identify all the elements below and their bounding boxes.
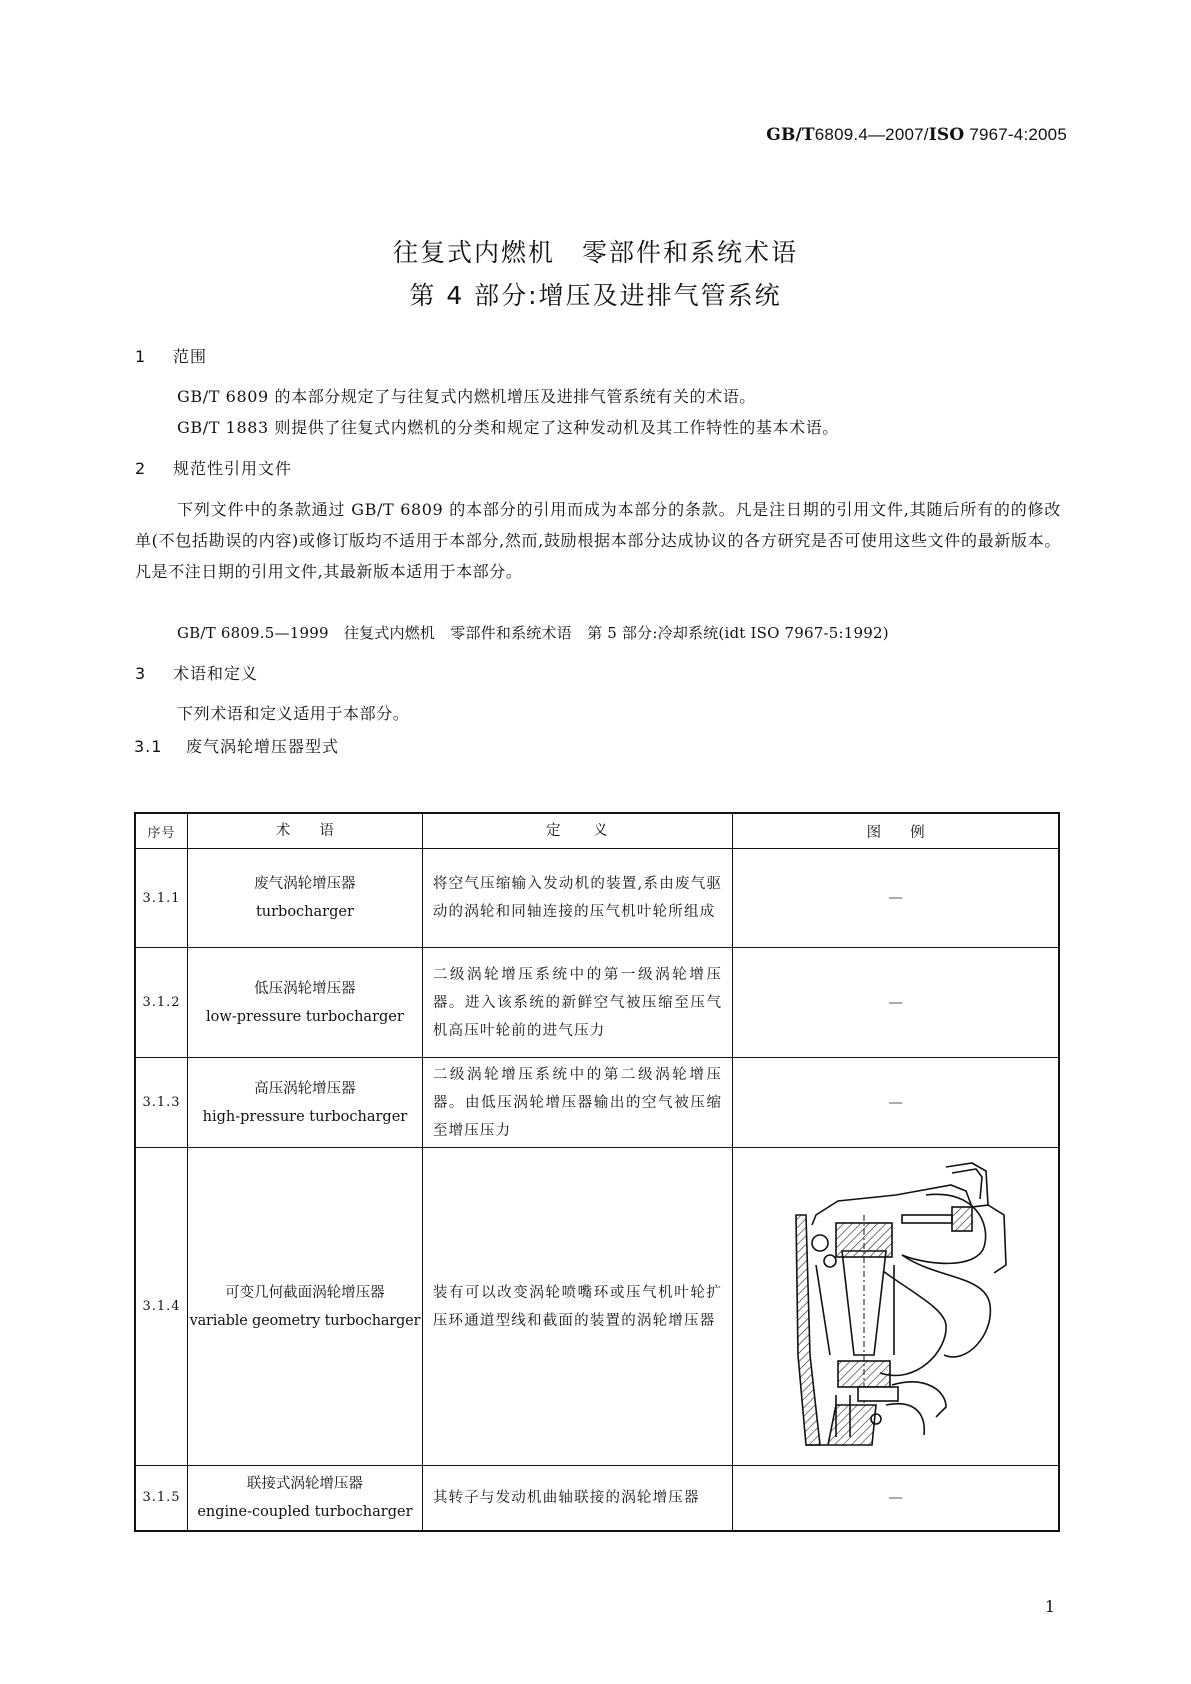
standard-code (766, 125, 1067, 145)
header-figure: 图 例 (733, 813, 1059, 849)
document-title-line2: 第 4 部分:增压及进排气管系统 (409, 281, 782, 310)
term-chinese: 废气涡轮增压器 (254, 876, 356, 892)
table-row (135, 849, 1059, 948)
table-row (135, 948, 1059, 1058)
term-english: low-pressure turbocharger (206, 1008, 404, 1025)
section-title: 范围 (173, 347, 208, 366)
header-no: 序号 (135, 813, 188, 849)
term-chinese: 高压涡轮增压器 (254, 1080, 356, 1097)
row-term (188, 1148, 423, 1466)
table-row (135, 1148, 1059, 1466)
row-definition: 其转子与发动机曲轴联接的涡轮增压器 (422, 1466, 732, 1531)
std-iso-label: ISO (928, 125, 965, 145)
row-definition: 二级涡轮增压系统中的第二级涡轮增压器。由低压涡轮增压器输出的空气被压缩至增压压力 (422, 1058, 732, 1148)
row-figure: — (733, 1058, 1059, 1148)
row-number: 3.1.4 (135, 1148, 188, 1466)
section-3-para-1: 下列术语和定义适用于本部分。 (177, 704, 410, 723)
row-figure: — (733, 1466, 1059, 1531)
row-number: 3.1.2 (135, 948, 188, 1058)
row-term (188, 1058, 423, 1148)
section-2-para-1: 下列文件中的条款通过 GB/T 6809 的本部分的引用而成为本部分的条款。凡是注日期的引用文件,其随后所有的的修改单(不包括勘误的内容)或修订版均不适用于本部分,然而,鼓励根据本部分达成协议的各方研究是否可使用这些文件的最新版本。凡是不注日期的引用文件,其最新版本适用于本部分。 (135, 500, 1061, 581)
section-number: 2 (135, 459, 147, 478)
row-definition: 二级涡轮增压系统中的第一级涡轮增压器。进入该系统的新鲜空气被压缩至压气机高压叶轮前的进气压力 (422, 948, 732, 1058)
std-iso-number: 7967-4:2005 (969, 125, 1067, 144)
table-row (135, 1058, 1059, 1148)
term-english: engine-coupled turbocharger (197, 1503, 413, 1520)
section-1-heading (135, 344, 207, 367)
term-english: high-pressure turbocharger (202, 1108, 408, 1125)
row-definition: 将空气压缩输入发动机的装置,系由废气驱动的涡轮和同轴连接的压气机叶轮所组成 (422, 849, 732, 948)
row-definition: 装有可以改变涡轮喷嘴环或压气机叶轮扩压环通道型线和截面的装置的涡轮增压器 (422, 1148, 732, 1466)
row-term (188, 1466, 423, 1531)
std-gb-label: GB/T (766, 125, 815, 145)
section-1-para-1: GB/T 6809 的本部分规定了与往复式内燃机增压及进排气管系统有关的术语。 (177, 387, 756, 406)
header-term: 术 语 (188, 813, 423, 849)
section-number: 1 (135, 347, 147, 366)
subsection-title: 废气涡轮增压器型式 (186, 737, 340, 756)
section-number: 3 (135, 664, 147, 683)
row-term (188, 849, 423, 948)
row-number: 3.1.5 (135, 1466, 188, 1531)
row-figure: — (733, 849, 1059, 948)
row-number: 3.1.3 (135, 1058, 188, 1148)
term-english: turbocharger (255, 904, 354, 920)
row-number: 3.1.1 (135, 849, 188, 948)
terms-table (134, 812, 1060, 1532)
row-figure: — (733, 948, 1059, 1058)
term-chinese: 可变几何截面涡轮增压器 (225, 1284, 385, 1301)
header-definition: 定 义 (422, 813, 732, 849)
term-english: variable geometry turbocharger (189, 1312, 421, 1329)
section-title: 规范性引用文件 (173, 459, 293, 478)
subsection-3-1-heading (134, 734, 339, 757)
row-figure (733, 1148, 1059, 1466)
table-row (135, 1466, 1059, 1531)
section-3-heading (135, 661, 258, 684)
term-chinese: 低压涡轮增压器 (254, 980, 356, 997)
subsection-number: 3.1 (134, 737, 163, 756)
section-2-reference: GB/T 6809.5—1999 往复式内燃机 零部件和系统术语 第 5 部分:冷却系统(idt ISO 7967-5:1992) (177, 624, 889, 642)
section-title: 术语和定义 (173, 664, 259, 683)
turbocharger-cross-section-drawing (776, 1155, 1016, 1455)
section-2-heading (135, 456, 292, 479)
table-header-row (135, 813, 1059, 849)
std-gb-number: 6809.4—2007/ (814, 125, 929, 144)
document-title-line1: 往复式内燃机 零部件和系统术语 (392, 238, 798, 267)
section-1-para-2: GB/T 1883 则提供了往复式内燃机的分类和规定了这种发动机及其工作特性的基本术语。 (177, 418, 839, 437)
row-term (188, 948, 423, 1058)
page-number: 1 (1044, 1597, 1055, 1616)
term-chinese: 联接式涡轮增压器 (246, 1475, 363, 1492)
